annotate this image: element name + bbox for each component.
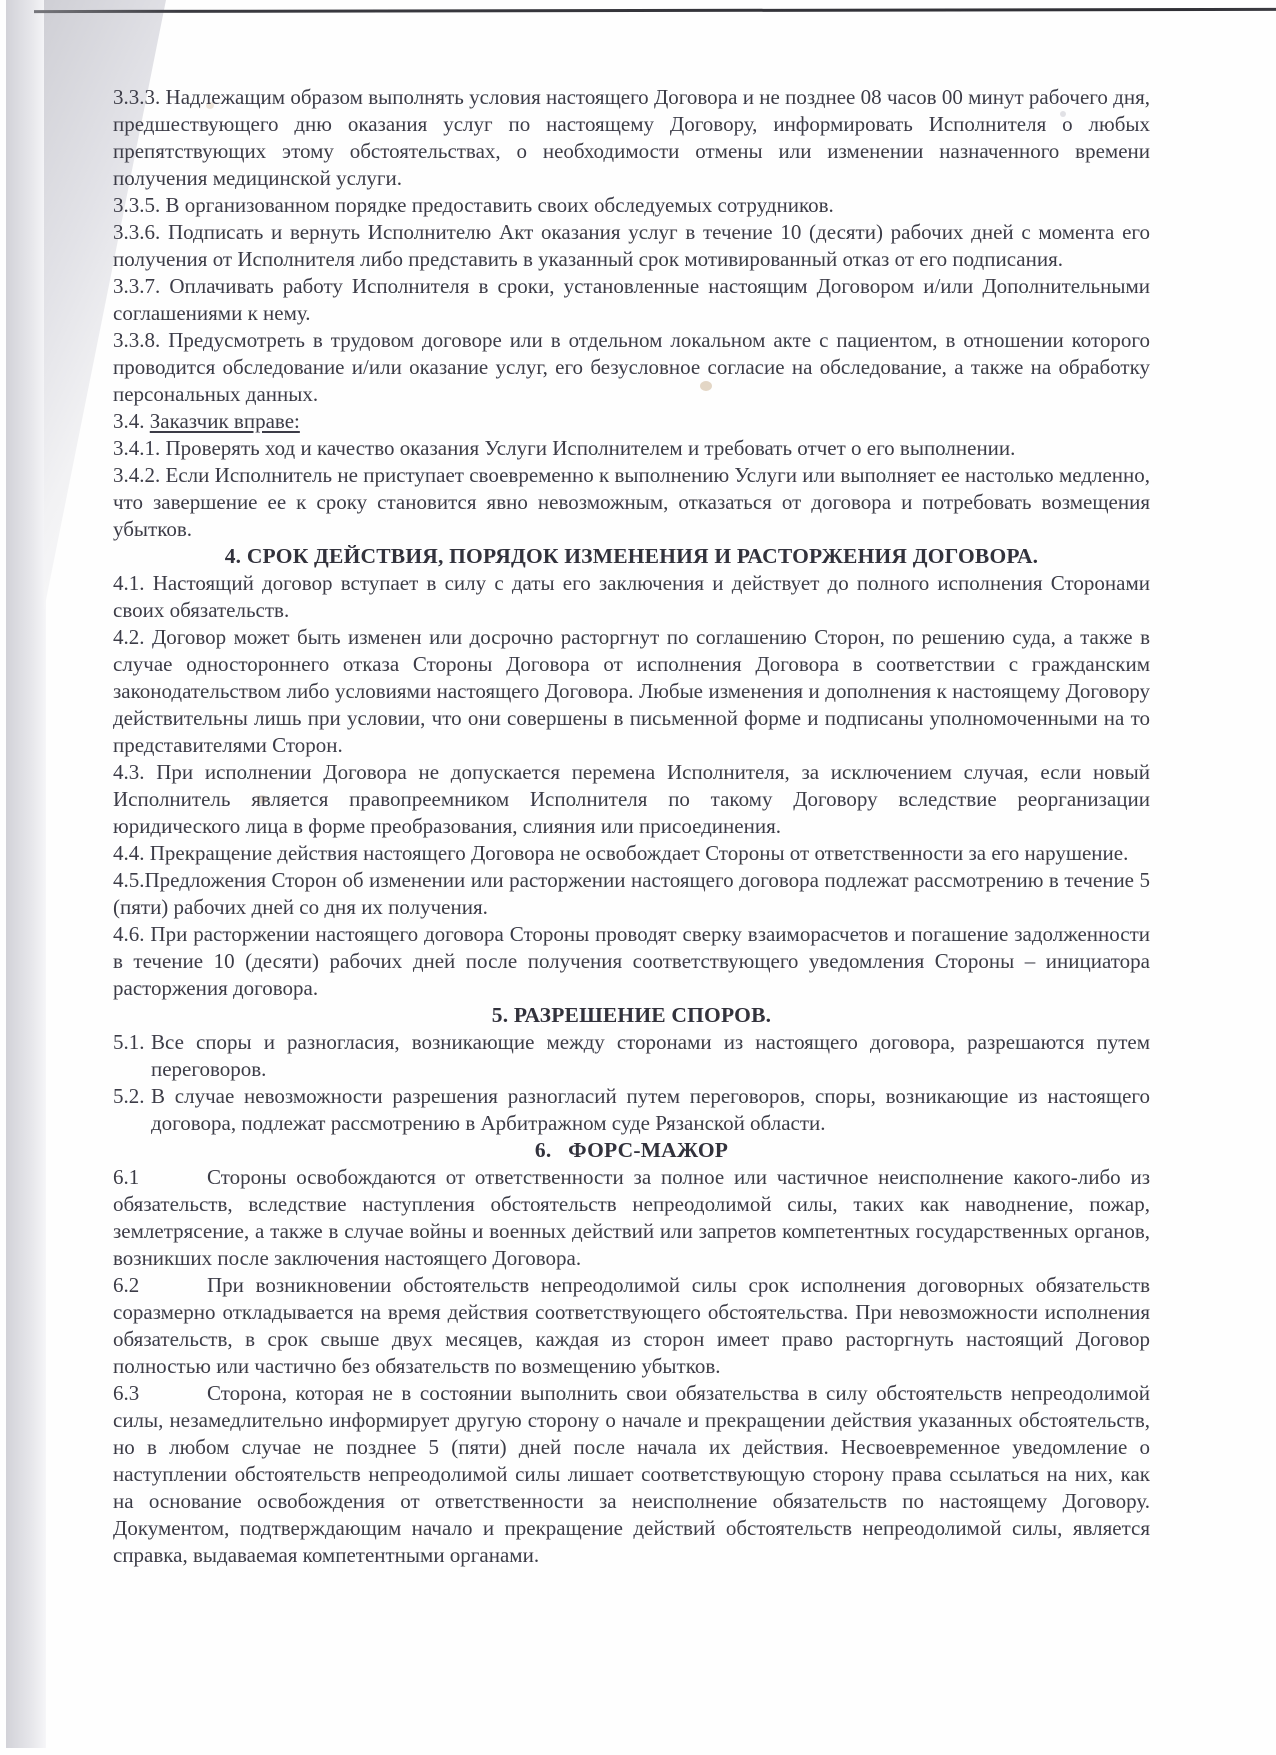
clause-3-3-5: 3.3.5. В организованном порядке предоставить своих обследуемых сотрудников. bbox=[113, 193, 834, 217]
clause-4-5: 4.5.Предложения Сторон об изменении или расторжении настоящего договора подлежат рассмотрению в течение 5 (пяти) рабочих дней со дня их получения. bbox=[113, 868, 1150, 919]
clause-number: 5.2. bbox=[113, 1084, 145, 1108]
underlined-label: Заказчик вправе: bbox=[149, 409, 300, 433]
clause-number: 6.2 bbox=[113, 1273, 140, 1297]
clause-5-2 bbox=[113, 1083, 1150, 1137]
clause-5-1 bbox=[113, 1029, 1150, 1083]
contract-text-body bbox=[113, 84, 1150, 1569]
clause-text: Стороны освобождаются от ответственности за полное или частичное неисполнение какого-либо из обязательств, вследствие наступления обстоятельств непреодолимой силы, таких как наводнение, пожар, землетрясение, а также в случае войны и военных действий или запретов компетентных государственных органов, возникших после заключения настоящего Договора. bbox=[113, 1165, 1150, 1270]
clause-6-2 bbox=[113, 1272, 1150, 1380]
clause-6-3 bbox=[113, 1380, 1150, 1569]
clause-3-4 bbox=[113, 408, 1150, 435]
clause-4-1: 4.1. Настоящий договор вступает в силу с даты его заключения и действует до полного исполнения Сторонами своих обязательств. bbox=[113, 571, 1150, 622]
clause-3-4-1: 3.4.1. Проверять ход и качество оказания Услуги Исполнителем и требовать отчет о его выполнении. bbox=[113, 436, 1016, 460]
clause-number: 5.1. bbox=[113, 1030, 145, 1054]
clause-6-1 bbox=[113, 1164, 1150, 1272]
clause-number: 3.4. bbox=[113, 409, 145, 433]
clause-text: В случае невозможности разрешения разногласий путем переговоров, споры, возникающие из настоящего договора, подлежат рассмотрению в Арбитражном суде Рязанской области. bbox=[151, 1084, 1150, 1135]
clause-4-2: 4.2. Договор может быть изменен или досрочно расторгнут по соглашению Сторон, по решению суда, а также в случае одностороннего отказа Стороны Договора от исполнения Договора в соответствии с гражданским законодательством либо условиями настоящего Договора. Любые изменения и дополнения к настоящему Договору действительны лишь при условии, что они совершены в письменной форме и подписаны уполномоченными на то представителями Сторон. bbox=[113, 625, 1150, 757]
clause-3-3-7: 3.3.7. Оплачивать работу Исполнителя в сроки, установленные настоящим Договором и/или Дополнительными соглашениями к нему. bbox=[113, 274, 1150, 325]
scan-edge-shadow bbox=[6, 0, 46, 1748]
clause-4-3: 4.3. При исполнении Договора не допускается перемена Исполнителя, за исключением случая, если новый Исполнитель является правопреемником Исполнителя по такому Договору вследствие реорганизации юридического лица в форме преобразования, слияния или присоединения. bbox=[113, 760, 1150, 838]
section-4-heading: 4. СРОК ДЕЙСТВИЯ, ПОРЯДОК ИЗМЕНЕНИЯ И РАСТОРЖЕНИЯ ДОГОВОРА. bbox=[224, 544, 1039, 568]
clause-text: Сторона, которая не в состоянии выполнить свои обязательства в силу обстоятельств непреодолимой силы, незамедлительно информирует другую сторону о начале и прекращении действия указанных обстоятельств, но в любом случае не позднее 5 (пяти) дней после начала их действия. Несвоевременное уведомление о наступлении обстоятельств непреодолимой силы лишает соответствующую сторону права ссылаться на них, как на основание освобождения от ответственности за неисполнение обязательств по настоящему Договору. Документом, подтверждающим начало и прекращение действий обстоятельств непреодолимой силы, является справка, выдаваемая компетентными органами. bbox=[113, 1381, 1150, 1567]
clause-3-3-8: 3.3.8. Предусмотреть в трудовом договоре или в отдельном локальном акте с пациентом, в отношении которого проводится обследование и/или оказание услуг, его безусловное согласие на обследование, а также на обработку персональных данных. bbox=[113, 328, 1150, 406]
clause-number: 6.3 bbox=[113, 1381, 140, 1405]
section-6-heading: 6. ФОРС-МАЖОР bbox=[534, 1138, 729, 1162]
clause-3-4-2: 3.4.2. Если Исполнитель не приступает своевременно к выполнению Услуги или выполняет ее настолько медленно, что завершение ее к сроку становится явно невозможным, отказаться от договора и потребовать возмещения убытков. bbox=[113, 463, 1150, 541]
clause-3-3-6: 3.3.6. Подписать и вернуть Исполнителю Акт оказания услуг в течение 10 (десяти) рабочих дней с момента его получения от Исполнителя либо представить в указанный срок мотивированный отказ от его подписания. bbox=[113, 220, 1150, 271]
clause-4-6: 4.6. При расторжении настоящего договора Стороны проводят сверку взаиморасчетов и погашение задолженности в течение 10 (десяти) рабочих дней после получения соответствующего уведомления Стороны – инициатора расторжения договора. bbox=[113, 922, 1150, 1000]
clause-number: 6.1 bbox=[113, 1165, 140, 1189]
clause-text: При возникновении обстоятельств непреодолимой силы срок исполнения договорных обязательств соразмерно откладывается на время действия соответствующего обстоятельства. При невозможности исполнения обязательств, в срок свыше двух месяцев, каждая из сторон имеет право расторгнуть настоящий Договор полностью или частично без обязательств по возмещению убытков. bbox=[113, 1273, 1150, 1378]
clause-3-3-3: 3.3.3. Надлежащим образом выполнять условия настоящего Договора и не позднее 08 часов 00 минут рабочего дня, предшествующего дню оказания услуг по настоящему Договору, информировать Исполнителя о любых препятствующих этому обстоятельствах, о необходимости отмены или изменении назначенного времени получения медицинской услуги. bbox=[113, 85, 1150, 190]
section-5-heading: 5. РАЗРЕШЕНИЕ СПОРОВ. bbox=[491, 1003, 772, 1027]
clause-4-4: 4.4. Прекращение действия настоящего Договора не освобождает Стороны от ответственности за его нарушение. bbox=[113, 841, 1129, 865]
clause-text: Все споры и разногласия, возникающие между сторонами из настоящего договора, разрешаются путем переговоров. bbox=[151, 1030, 1150, 1081]
scan-top-edge-line bbox=[34, 8, 1276, 13]
